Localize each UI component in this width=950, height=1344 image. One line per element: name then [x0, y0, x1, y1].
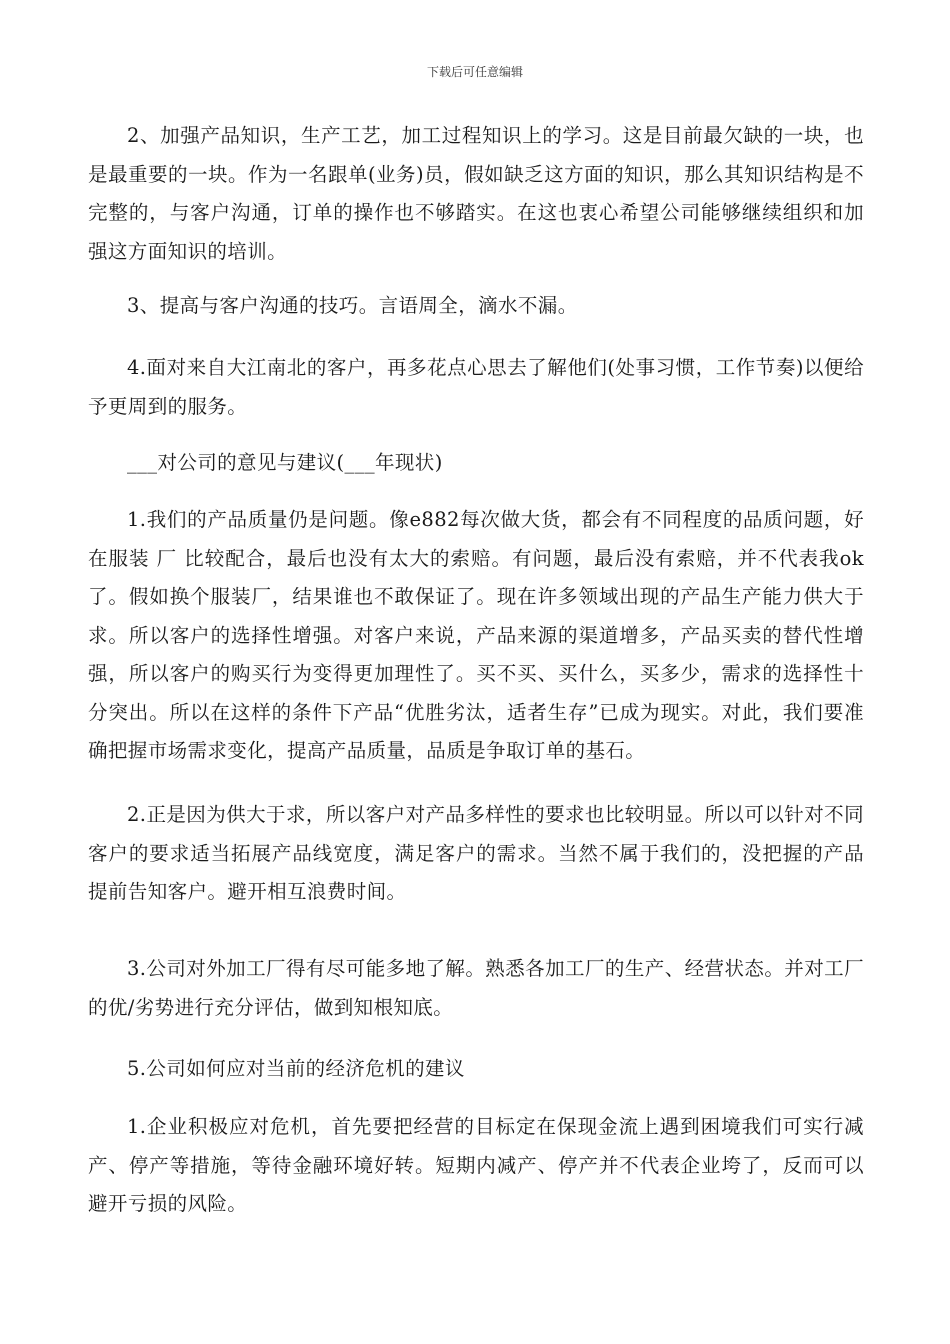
paragraph-factory-evaluation: 3.公司对外加工厂得有尽可能多地了解。熟悉各加工厂的生产、经营状态。并对工厂的优/劣势进行充分评估，做到知根知底。	[88, 957, 864, 1019]
paragraph-customer-service: 4.面对来自大江南北的客户，再多花点心思去了解他们(处事习惯，工作节奏)以便给予更周到的服务。	[88, 356, 864, 418]
paragraph-product-diversity: 2.正是因为供大于求，所以客户对产品多样性的要求也比较明显。所以可以针对不同客户的要求适当拓展产品线宽度，满足客户的需求。当然不属于我们的，没把握的产品提前告知客户。避开相互浪费时间。	[88, 803, 864, 903]
paragraph-communication-skills: 3、提高与客户沟通的技巧。言语周全，滴水不漏。	[127, 294, 578, 317]
paragraph-crisis-response: 1.企业积极应对危机，首先要把经营的目标定在保现金流上遇到困境我们可实行减产、停产等措施，等待金融环境好转。短期内减产、停产并不代表企业垮了，反而可以避开亏损的风险。	[88, 1115, 864, 1215]
section-heading-company-suggestions: ___对公司的意见与建议(___年现状)	[127, 451, 443, 474]
page-header: 下载后可任意编辑	[426, 65, 523, 79]
paragraph-product-quality: 1.我们的产品质量仍是问题。像e882每次做大货，都会有不同程度的品质问题，好在服装 厂 比较配合，最后也没有太大的索赔。有问题，最后没有索赔，并不代表我ok了。假如换个服装厂，结果谁也不敢保证了。现在许多领域出现的产品生产能力供大于求。所以客户的选择性增强。对客户来说，产品来源的渠道增多，产品买卖的替代性增强，所以客户的购买行为变得更加理性了。买不买、买什么，买多少，需求的选择性十分突出。所以在这样的条件下产品“优胜劣汰，适者生存”已成为现实。对此，我们要准确把握市场需求变化，提高产品质量，品质是争取订单的基石。	[88, 508, 864, 762]
section-heading-economic-crisis: 5.公司如何应对当前的经济危机的建议	[127, 1057, 465, 1080]
paragraph-product-knowledge: 2、加强产品知识，生产工艺，加工过程知识上的学习。这是目前最欠缺的一块，也是最重要的一块。作为一名跟单(业务)员，假如缺乏这方面的知识，那么其知识结构是不完整的，与客户沟通，订单的操作也不够踏实。在这也衷心希望公司能够继续组织和加强这方面知识的培训。	[88, 124, 864, 263]
